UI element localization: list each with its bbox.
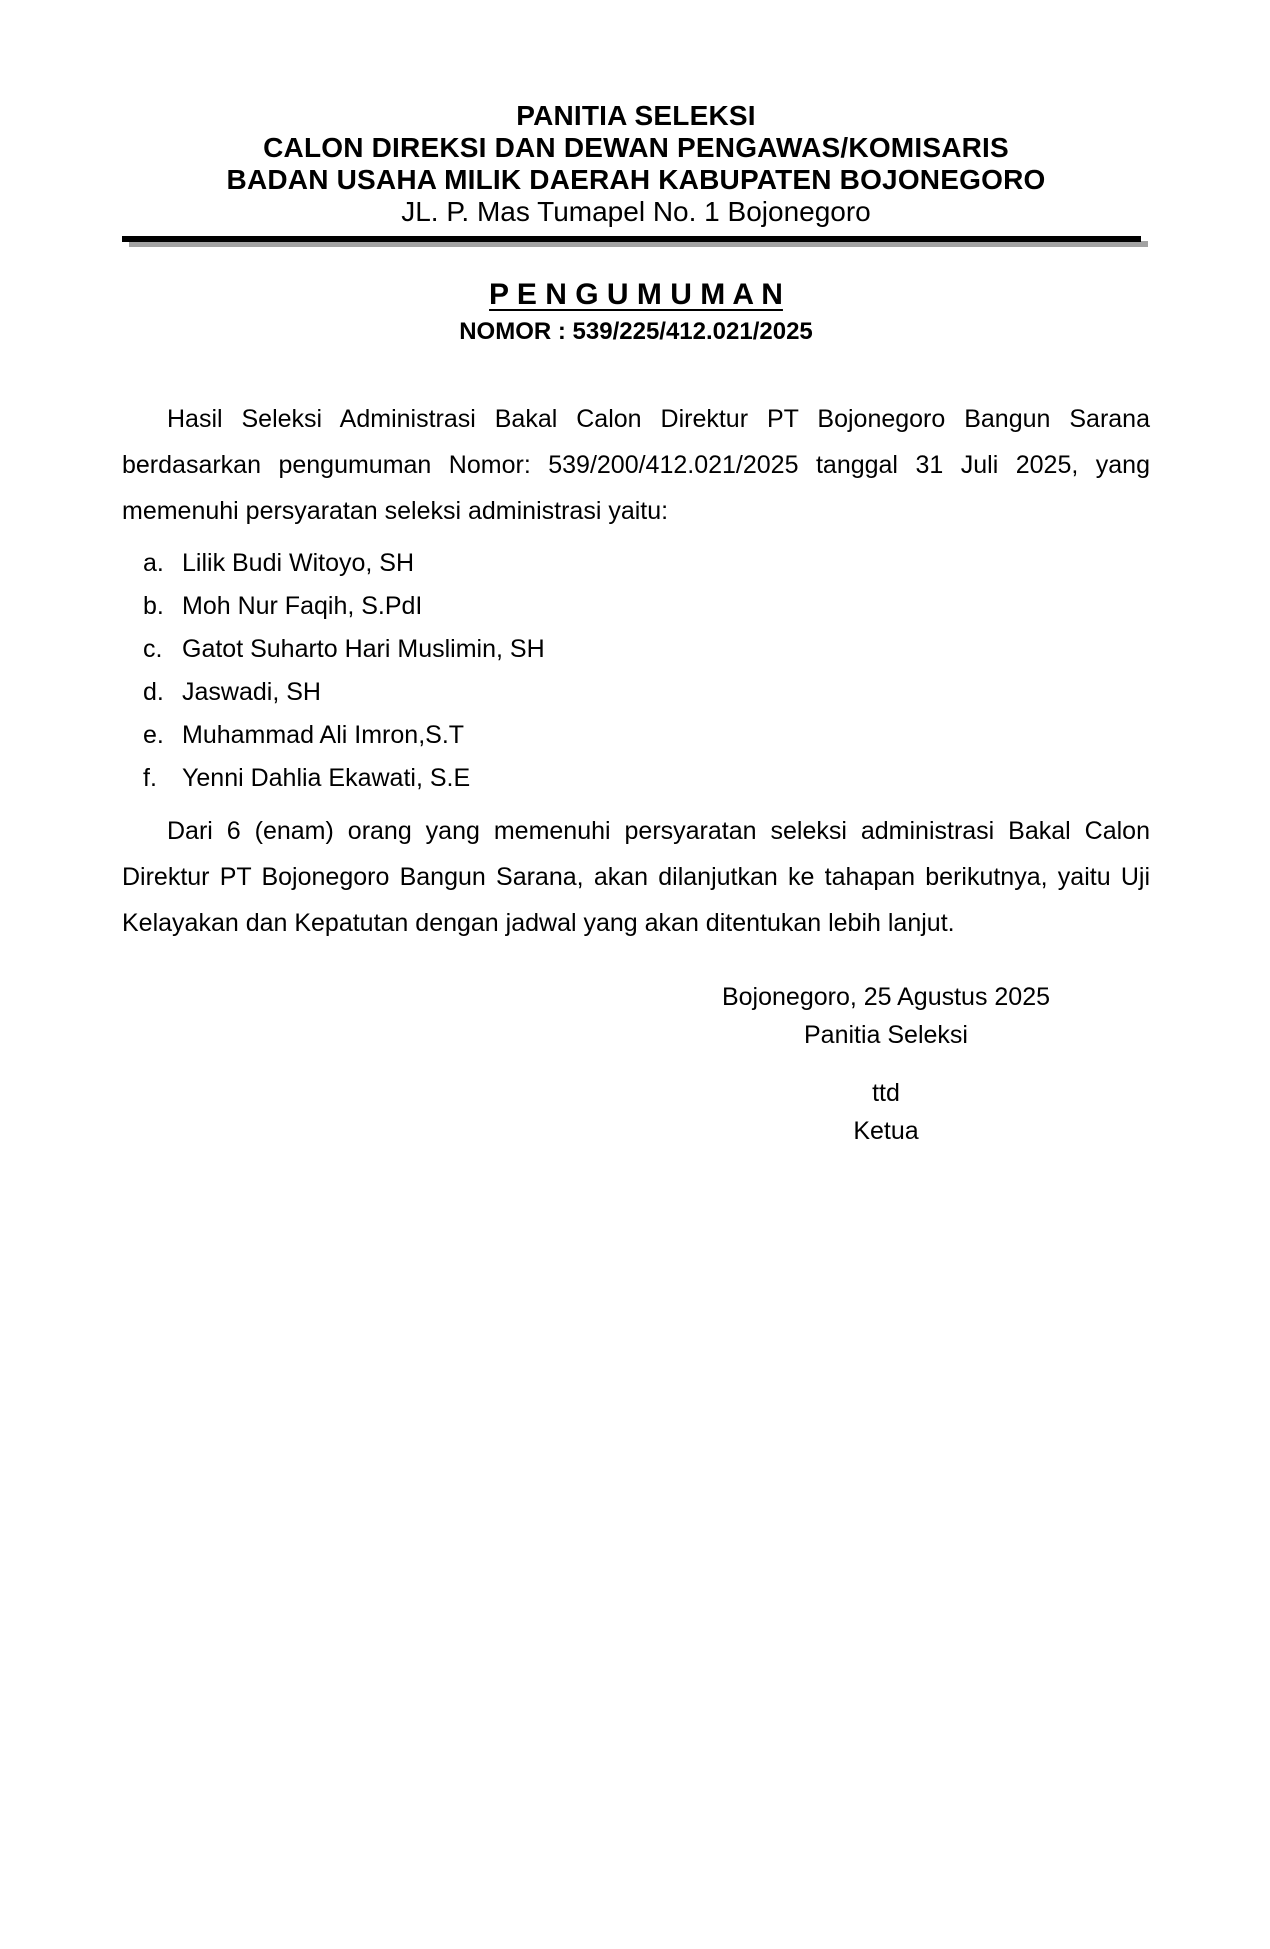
signature-place-date: Bojonegoro, 25 Agustus 2025	[721, 983, 1051, 1011]
letterhead-divider	[122, 236, 1141, 242]
candidate-name: Lilik Budi Witoyo, SH	[182, 549, 415, 577]
signature-ttd: ttd	[872, 1079, 900, 1107]
list-item	[122, 628, 1150, 671]
candidate-name: Yenni Dahlia Ekawati, S.E	[182, 764, 471, 792]
list-item	[122, 542, 1150, 585]
candidate-name: Gatot Suharto Hari Muslimin, SH	[182, 635, 545, 663]
announcement-number: NOMOR : 539/225/412.021/2025	[459, 318, 813, 345]
list-item	[122, 585, 1150, 628]
list-item-marker: b.	[143, 592, 164, 620]
letterhead-line-3: BADAN USAHA MILIK DAERAH KABUPATEN BOJONEGORO	[226, 164, 1046, 195]
list-item	[122, 671, 1150, 714]
list-item	[122, 757, 1150, 800]
letterhead	[122, 100, 1150, 228]
candidate-list	[122, 542, 1150, 800]
signature-role: Ketua	[853, 1117, 919, 1145]
candidate-name: Moh Nur Faqih, S.PdI	[182, 592, 423, 620]
closing-paragraph: Dari 6 (enam) orang yang memenuhi persyaratan seleksi administrasi Bakal Calon Direktur PT Bojonegoro Bangun Sarana, akan dilanjutkan ke tahapan berikutnya, yaitu Uji Kelayakan dan Kepatutan dengan jadwal yang akan ditentukan lebih lanjut.	[122, 817, 1150, 937]
title-block	[122, 278, 1150, 346]
list-item	[122, 714, 1150, 757]
list-item-marker: e.	[143, 721, 164, 749]
candidate-name: Muhammad Ali Imron,S.T	[182, 721, 465, 749]
letterhead-line-2: CALON DIREKSI DAN DEWAN PENGAWAS/KOMISARIS	[263, 132, 1009, 163]
signature-block	[622, 978, 1150, 1150]
letterhead-line-1: PANITIA SELEKSI	[516, 100, 756, 131]
opening-paragraph: Hasil Seleksi Administrasi Bakal Calon Direktur PT Bojonegoro Bangun Sarana berdasarkan pengumuman Nomor: 539/200/412.021/2025 tanggal 31 Juli 2025, yang memenuhi persyaratan seleksi administrasi yaitu:	[122, 405, 1150, 525]
signature-gap	[622, 1054, 1150, 1074]
list-item-marker: a.	[143, 549, 164, 577]
candidate-name: Jaswadi, SH	[182, 678, 321, 706]
list-item-marker: f.	[143, 764, 157, 792]
list-item-marker: c.	[143, 635, 163, 663]
announcement-title: P E N G U M U M A N	[489, 278, 783, 311]
list-item-marker: d.	[143, 678, 164, 706]
letterhead-address: JL. P. Mas Tumapel No. 1 Bojonegoro	[401, 196, 871, 227]
signature-committee: Panitia Seleksi	[804, 1021, 968, 1049]
